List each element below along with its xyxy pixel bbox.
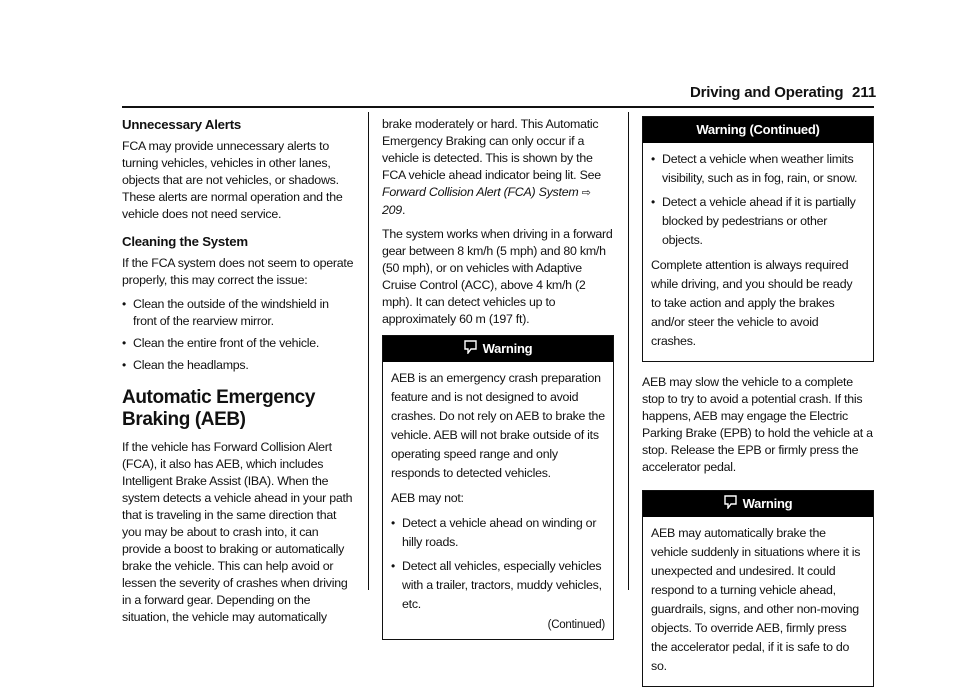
heading-aeb-line2: Braking (AEB) — [122, 409, 246, 430]
paragraph-aeb-intro: If the vehicle has Forward Collision Alert (FCA), it also has AEB, which includes Intelligent Brake Assist (IBA). When the system detects a vehicle ahead in your path that is traveling in the same direction that you may be about to crash into, it can provide a boost to braking or automatically brake the vehicle. This can help avoid or lessen the severity of crashes when driving in a forward gear. Depending on the situation, the vehicle may automatically — [122, 440, 353, 624]
page-reference-icon: ⇨ — [581, 187, 591, 199]
warning-box-2 — [642, 490, 874, 687]
column-divider-2 — [628, 112, 629, 590]
warning-header — [643, 491, 873, 517]
cleaning-list — [122, 296, 354, 374]
page-number: 211 — [852, 84, 877, 101]
cross-reference-link[interactable]: Forward Collision Alert (FCA) System — [382, 185, 579, 199]
heading-aeb — [122, 387, 354, 431]
list-item: • Detect all vehicles, especially vehicles with a trailer, tractors, muddy vehicles, etc. — [391, 557, 605, 614]
list-item: • Clean the entire front of the vehicle. — [122, 335, 354, 352]
warning-title: Warning — [742, 496, 793, 511]
column-divider-1 — [368, 112, 369, 590]
warning-paragraph: AEB is an emergency crash preparation feature and is not designed to avoid crashes. Do not rely on AEB to brake the vehicle. AEB will not brake outside of its operating speed range and only responds to detected vehicles. — [391, 371, 605, 480]
heading-aeb-line1: Automatic Emergency — [122, 387, 316, 408]
column-3 — [642, 116, 874, 695]
warning-paragraph: AEB may not: — [391, 491, 464, 505]
warning-paragraph: AEB may automatically brake the vehicle suddenly in situations where it is unexpected and undesired. It could respond to a turning vehicle ahead, guardrails, signs, and other non-moving objects. To override AEB, firmly press the accelerator pedal, if it is safe to do so. — [651, 526, 861, 673]
heading-unnecessary-alerts: Unnecessary Alerts — [122, 117, 242, 132]
cross-reference-page[interactable]: 209 — [382, 203, 402, 217]
heading-cleaning-system: Cleaning the System — [122, 234, 248, 249]
running-header-title: Driving and Operating — [690, 84, 844, 101]
warning-header: Warning (Continued) — [643, 117, 873, 143]
warning-header — [383, 336, 613, 362]
warning-box — [382, 335, 614, 640]
paragraph-end: . — [401, 203, 406, 217]
paragraph-text: brake moderately or hard. This Automatic Emergency Braking can only occur if a vehicle is detected. This is shown by the FCA vehicle ahead indicator being lit. See — [382, 117, 601, 182]
continued-label: (Continued) — [547, 619, 605, 631]
column-2 — [382, 116, 614, 648]
warning-title: Warning — [482, 341, 533, 356]
warning-body — [643, 517, 873, 686]
speech-bubble-icon — [464, 336, 477, 362]
column-1 — [122, 116, 354, 633]
list-item: • Clean the headlamps. — [122, 357, 354, 374]
paragraph-epb: AEB may slow the vehicle to a complete stop to try to avoid a potential crash. If this happens, AEB may engage the Electric Parking Brake (EPB) to hold the vehicle at a stop. Release the EPB or firmly press the accelerator pedal. — [642, 375, 873, 474]
warning-body — [643, 143, 873, 361]
warning-box-continued — [642, 116, 874, 362]
warning-list — [651, 150, 865, 250]
paragraph-aeb-braking — [382, 116, 614, 219]
list-item: • Detect a vehicle ahead on winding or hilly roads. — [391, 514, 605, 552]
paragraph-unnecessary-alerts: FCA may provide unnecessary alerts to turning vehicles, vehicles in other lanes, objects that are not vehicles, or shadows. These alerts are normal operation and the vehicle does not need service. — [122, 139, 343, 221]
list-item: • Detect a vehicle when weather limits visibility, such as in fog, rain, or snow. — [651, 150, 865, 188]
warning-list — [391, 514, 605, 614]
warning-paragraph: Complete attention is always required while driving, and you should be ready to take action and apply the brakes and/or steer the vehicle to avoid crashes. — [651, 258, 853, 348]
header-rule — [122, 106, 874, 108]
speech-bubble-icon — [724, 491, 737, 517]
list-item: • Detect a vehicle ahead if it is partially blocked by pedestrians or other objects. — [651, 193, 865, 250]
warning-body — [383, 362, 613, 639]
list-item: • Clean the outside of the windshield in front of the rearview mirror. — [122, 296, 354, 330]
paragraph-cleaning-system: If the FCA system does not seem to operate properly, this may correct the issue: — [122, 256, 354, 287]
paragraph-speed-range: The system works when driving in a forward gear between 8 km/h (5 mph) and 80 km/h (50 mph), or on vehicles with Adaptive Cruise Control (ACC), above 4 km/h (2 mph). It can detect vehicles up to approximately 60 m (197 ft). — [382, 227, 613, 326]
